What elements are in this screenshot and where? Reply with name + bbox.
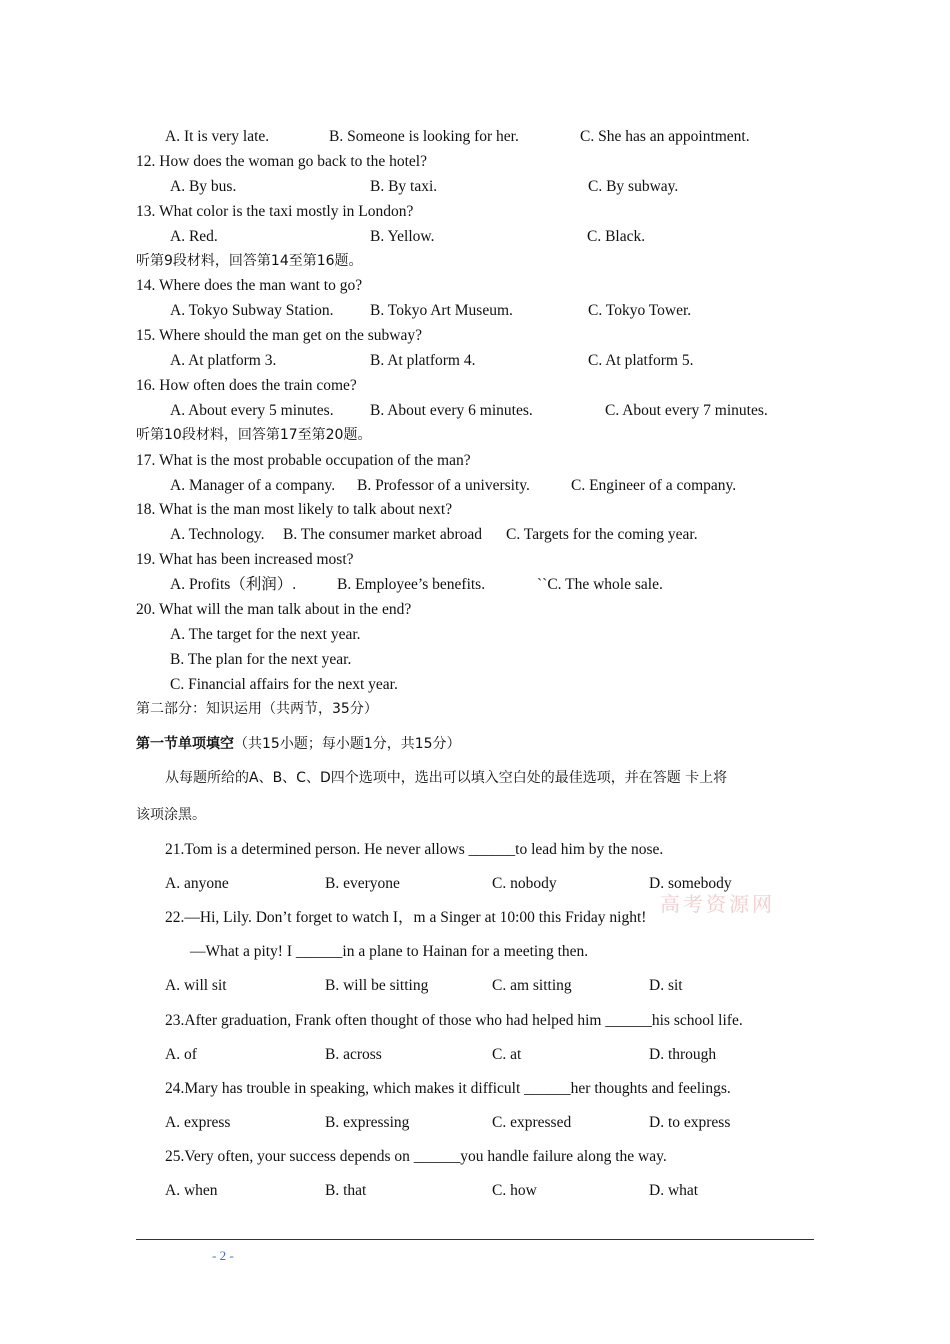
- q15-option-c: C. At platform 5.: [588, 352, 694, 369]
- q23-stem: 23.After graduation, Frank often thought of those who had helped him ______his school life.: [165, 1012, 743, 1029]
- section10-instruction: 听第10段材料，回答第17至第20题。: [136, 427, 372, 443]
- q25-option-d: D. what: [649, 1182, 699, 1199]
- q21-option-b: B. everyone: [325, 875, 400, 892]
- q24-option-c: C. expressed: [492, 1114, 572, 1131]
- q14-option-c: C. Tokyo Tower.: [588, 302, 692, 319]
- q25-option-b: B. that: [325, 1182, 367, 1199]
- q11-option-c: C. She has an appointment.: [580, 128, 750, 145]
- q23-option-d: D. through: [649, 1046, 717, 1063]
- q13-option-b: B. Yellow.: [370, 228, 435, 245]
- section9-instruction: 听第9段材料，回答第14至第16题。: [136, 253, 363, 269]
- q22-option-d: D. sit: [649, 977, 683, 994]
- q18-option-b: B. The consumer market abroad: [283, 526, 482, 543]
- q23-option-a: A. of: [165, 1046, 197, 1063]
- q12-option-c: C. By subway.: [588, 178, 679, 195]
- q16-option-b: B. About every 6 minutes.: [370, 402, 533, 419]
- q25-option-c: C. how: [492, 1182, 537, 1199]
- q19-stem: 19. What has been increased most?: [136, 551, 354, 568]
- q16-option-c: C. About every 7 minutes.: [605, 402, 768, 419]
- q17-stem: 17. What is the most probable occupation of the man?: [136, 452, 471, 469]
- q19-option-b: B. Employee’s benefits.: [337, 576, 486, 593]
- q14-option-a: A. Tokyo Subway Station.: [170, 302, 334, 319]
- q14-stem: 14. Where does the man want to go?: [136, 277, 363, 294]
- q20-option-a: A. The target for the next year.: [170, 626, 361, 643]
- q22-option-a: A. will sit: [165, 977, 227, 994]
- q17-option-b: B. Professor of a university.: [357, 477, 530, 494]
- q12-stem: 12. How does the woman go back to the hotel?: [136, 153, 427, 170]
- q23-option-c: C. at: [492, 1046, 522, 1063]
- q19-option-a: A. Profits（利润）.: [170, 576, 297, 593]
- part2-heading: 第二部分：知识运用（共两节，35分）: [136, 701, 378, 717]
- q22-stem: 22.—Hi, Lily. Don’t forget to watch I，m a Singer at 10:00 this Friday night!: [165, 909, 647, 926]
- page-number: - 2 -: [212, 1248, 234, 1263]
- q17-option-a: A. Manager of a company.: [170, 477, 336, 494]
- section1-heading: [136, 734, 461, 754]
- q18-option-c: C. Targets for the coming year.: [506, 526, 698, 543]
- watermark: 高考资源网: [660, 894, 775, 916]
- q20-option-c: C. Financial affairs for the next year.: [170, 676, 398, 693]
- section1-note: （共15小题；每小题1分，共15分）: [234, 736, 461, 752]
- q12-option-b: B. By taxi.: [370, 178, 438, 195]
- q18-option-a: A. Technology.: [170, 526, 265, 543]
- q13-option-c: C. Black.: [587, 228, 646, 245]
- q22-option-b: B. will be sitting: [325, 977, 429, 994]
- q20-stem: 20. What will the man talk about in the end?: [136, 601, 412, 618]
- q14-option-b: B. Tokyo Art Museum.: [370, 302, 513, 319]
- q21-option-d: D. somebody: [649, 875, 732, 892]
- q15-stem: 15. Where should the man get on the subway?: [136, 327, 422, 344]
- section1-title: 第一节单项填空: [136, 736, 234, 752]
- q13-option-a: A. Red.: [170, 228, 218, 245]
- q11-option-b: B. Someone is looking for her.: [329, 128, 519, 145]
- q17-option-c: C. Engineer of a company.: [571, 477, 737, 494]
- q25-stem: 25.Very often, your success depends on ______you handle failure along the way.: [165, 1148, 667, 1165]
- q16-option-a: A. About every 5 minutes.: [170, 402, 334, 419]
- q24-option-a: A. express: [165, 1114, 231, 1131]
- instruction-line-2: 该项涂黑。: [136, 807, 206, 823]
- q24-stem: 24.Mary has trouble in speaking, which makes it difficult ______her thoughts and feelings.: [165, 1080, 731, 1097]
- footer-divider: [136, 1239, 814, 1240]
- q21-option-a: A. anyone: [165, 875, 229, 892]
- q18-stem: 18. What is the man most likely to talk about next?: [136, 501, 453, 518]
- q21-stem: 21.Tom is a determined person. He never allows ______to lead him by the nose.: [165, 841, 664, 858]
- q15-option-b: B. At platform 4.: [370, 352, 476, 369]
- q23-option-b: B. across: [325, 1046, 382, 1063]
- q16-stem: 16. How often does the train come?: [136, 377, 357, 394]
- instruction-line-1: 从每题所给的A、B、C、D四个选项中，选出可以填入空白处的最佳选项，并在答题 卡上将: [165, 770, 728, 786]
- q24-option-b: B. expressing: [325, 1114, 410, 1131]
- q12-option-a: A. By bus.: [170, 178, 237, 195]
- q20-option-b: B. The plan for the next year.: [170, 651, 352, 668]
- q22-stem-reply: —What a pity! I ______in a plane to Hainan for a meeting then.: [190, 943, 589, 960]
- q19-option-c: ``C. The whole sale.: [537, 576, 663, 593]
- q11-option-a: A. It is very late.: [165, 128, 270, 145]
- q15-option-a: A. At platform 3.: [170, 352, 277, 369]
- q13-stem: 13. What color is the taxi mostly in London?: [136, 203, 414, 220]
- q22-option-c: C. am sitting: [492, 977, 572, 994]
- q24-option-d: D. to express: [649, 1114, 731, 1131]
- q25-option-a: A. when: [165, 1182, 218, 1199]
- q21-option-c: C. nobody: [492, 875, 557, 892]
